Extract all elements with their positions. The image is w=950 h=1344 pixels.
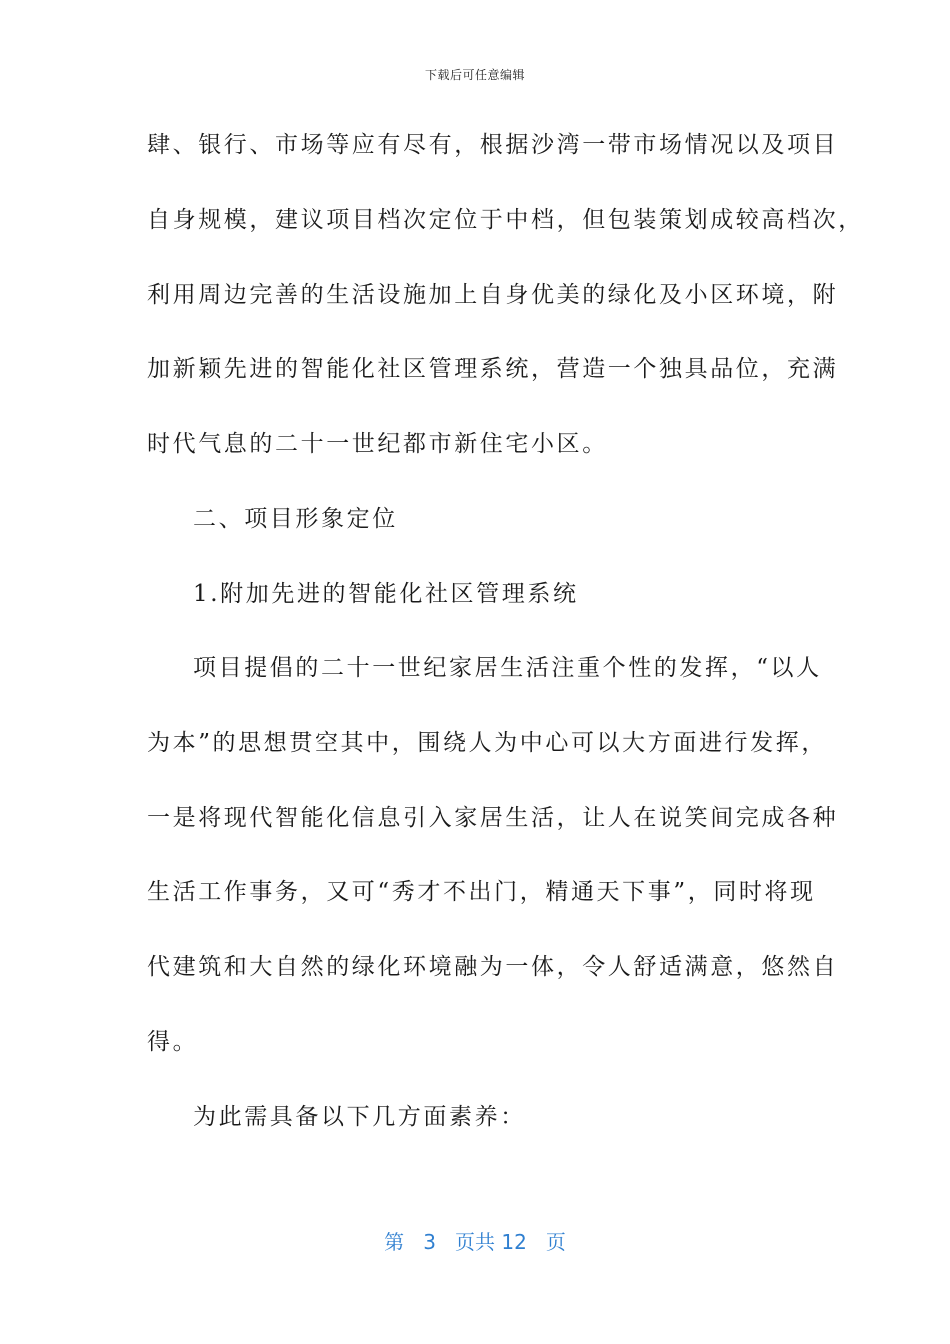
paragraph-line: 一是将现代智能化信息引入家居生活，让人在说笑间完成各种 — [147, 805, 839, 831]
page-footer — [0, 1226, 950, 1255]
paragraph-line: 加新颖先进的智能化社区管理系统，营造一个独具品位，充满 — [147, 356, 839, 382]
footer-middle: 页共 — [455, 1230, 495, 1254]
paragraph-line: 得。 — [147, 1029, 199, 1055]
section-heading: 二、项目形象定位 — [193, 506, 398, 532]
current-page-number: 3 — [423, 1230, 436, 1254]
paragraph-line: 时代气息的二十一世纪都市新住宅小区。 — [147, 431, 608, 457]
paragraph-line: 为此需具备以下几方面素养： — [193, 1104, 526, 1130]
subsection-heading: 1.附加先进的智能化社区管理系统 — [193, 581, 579, 607]
footer-prefix: 第 — [384, 1230, 405, 1254]
paragraph-line: 生活工作事务，又可“秀才不出门，精通天下事”，同时将现 — [147, 879, 816, 905]
paragraph-line: 肆、银行、市场等应有尽有，根据沙湾一带市场情况以及项目 — [147, 132, 839, 158]
paragraph-line: 项目提倡的二十一世纪家居生活注重个性的发挥，“以人 — [193, 655, 822, 681]
header-note: 下载后可任意编辑 — [424, 68, 525, 82]
paragraph-line: 代建筑和大自然的绿化环境融为一体，令人舒适满意，悠然自 — [147, 954, 839, 980]
paragraph-line: 自身规模，建议项目档次定位于中档，但包装策划成较高档次， — [147, 207, 864, 233]
footer-suffix: 页 — [545, 1230, 566, 1254]
paragraph-line: 为本”的思想贯空其中，围绕人为中心可以大方面进行发挥， — [147, 730, 827, 756]
total-page-number: 12 — [501, 1230, 527, 1254]
paragraph-line: 利用周边完善的生活设施加上自身优美的绿化及小区环境，附 — [147, 282, 839, 308]
